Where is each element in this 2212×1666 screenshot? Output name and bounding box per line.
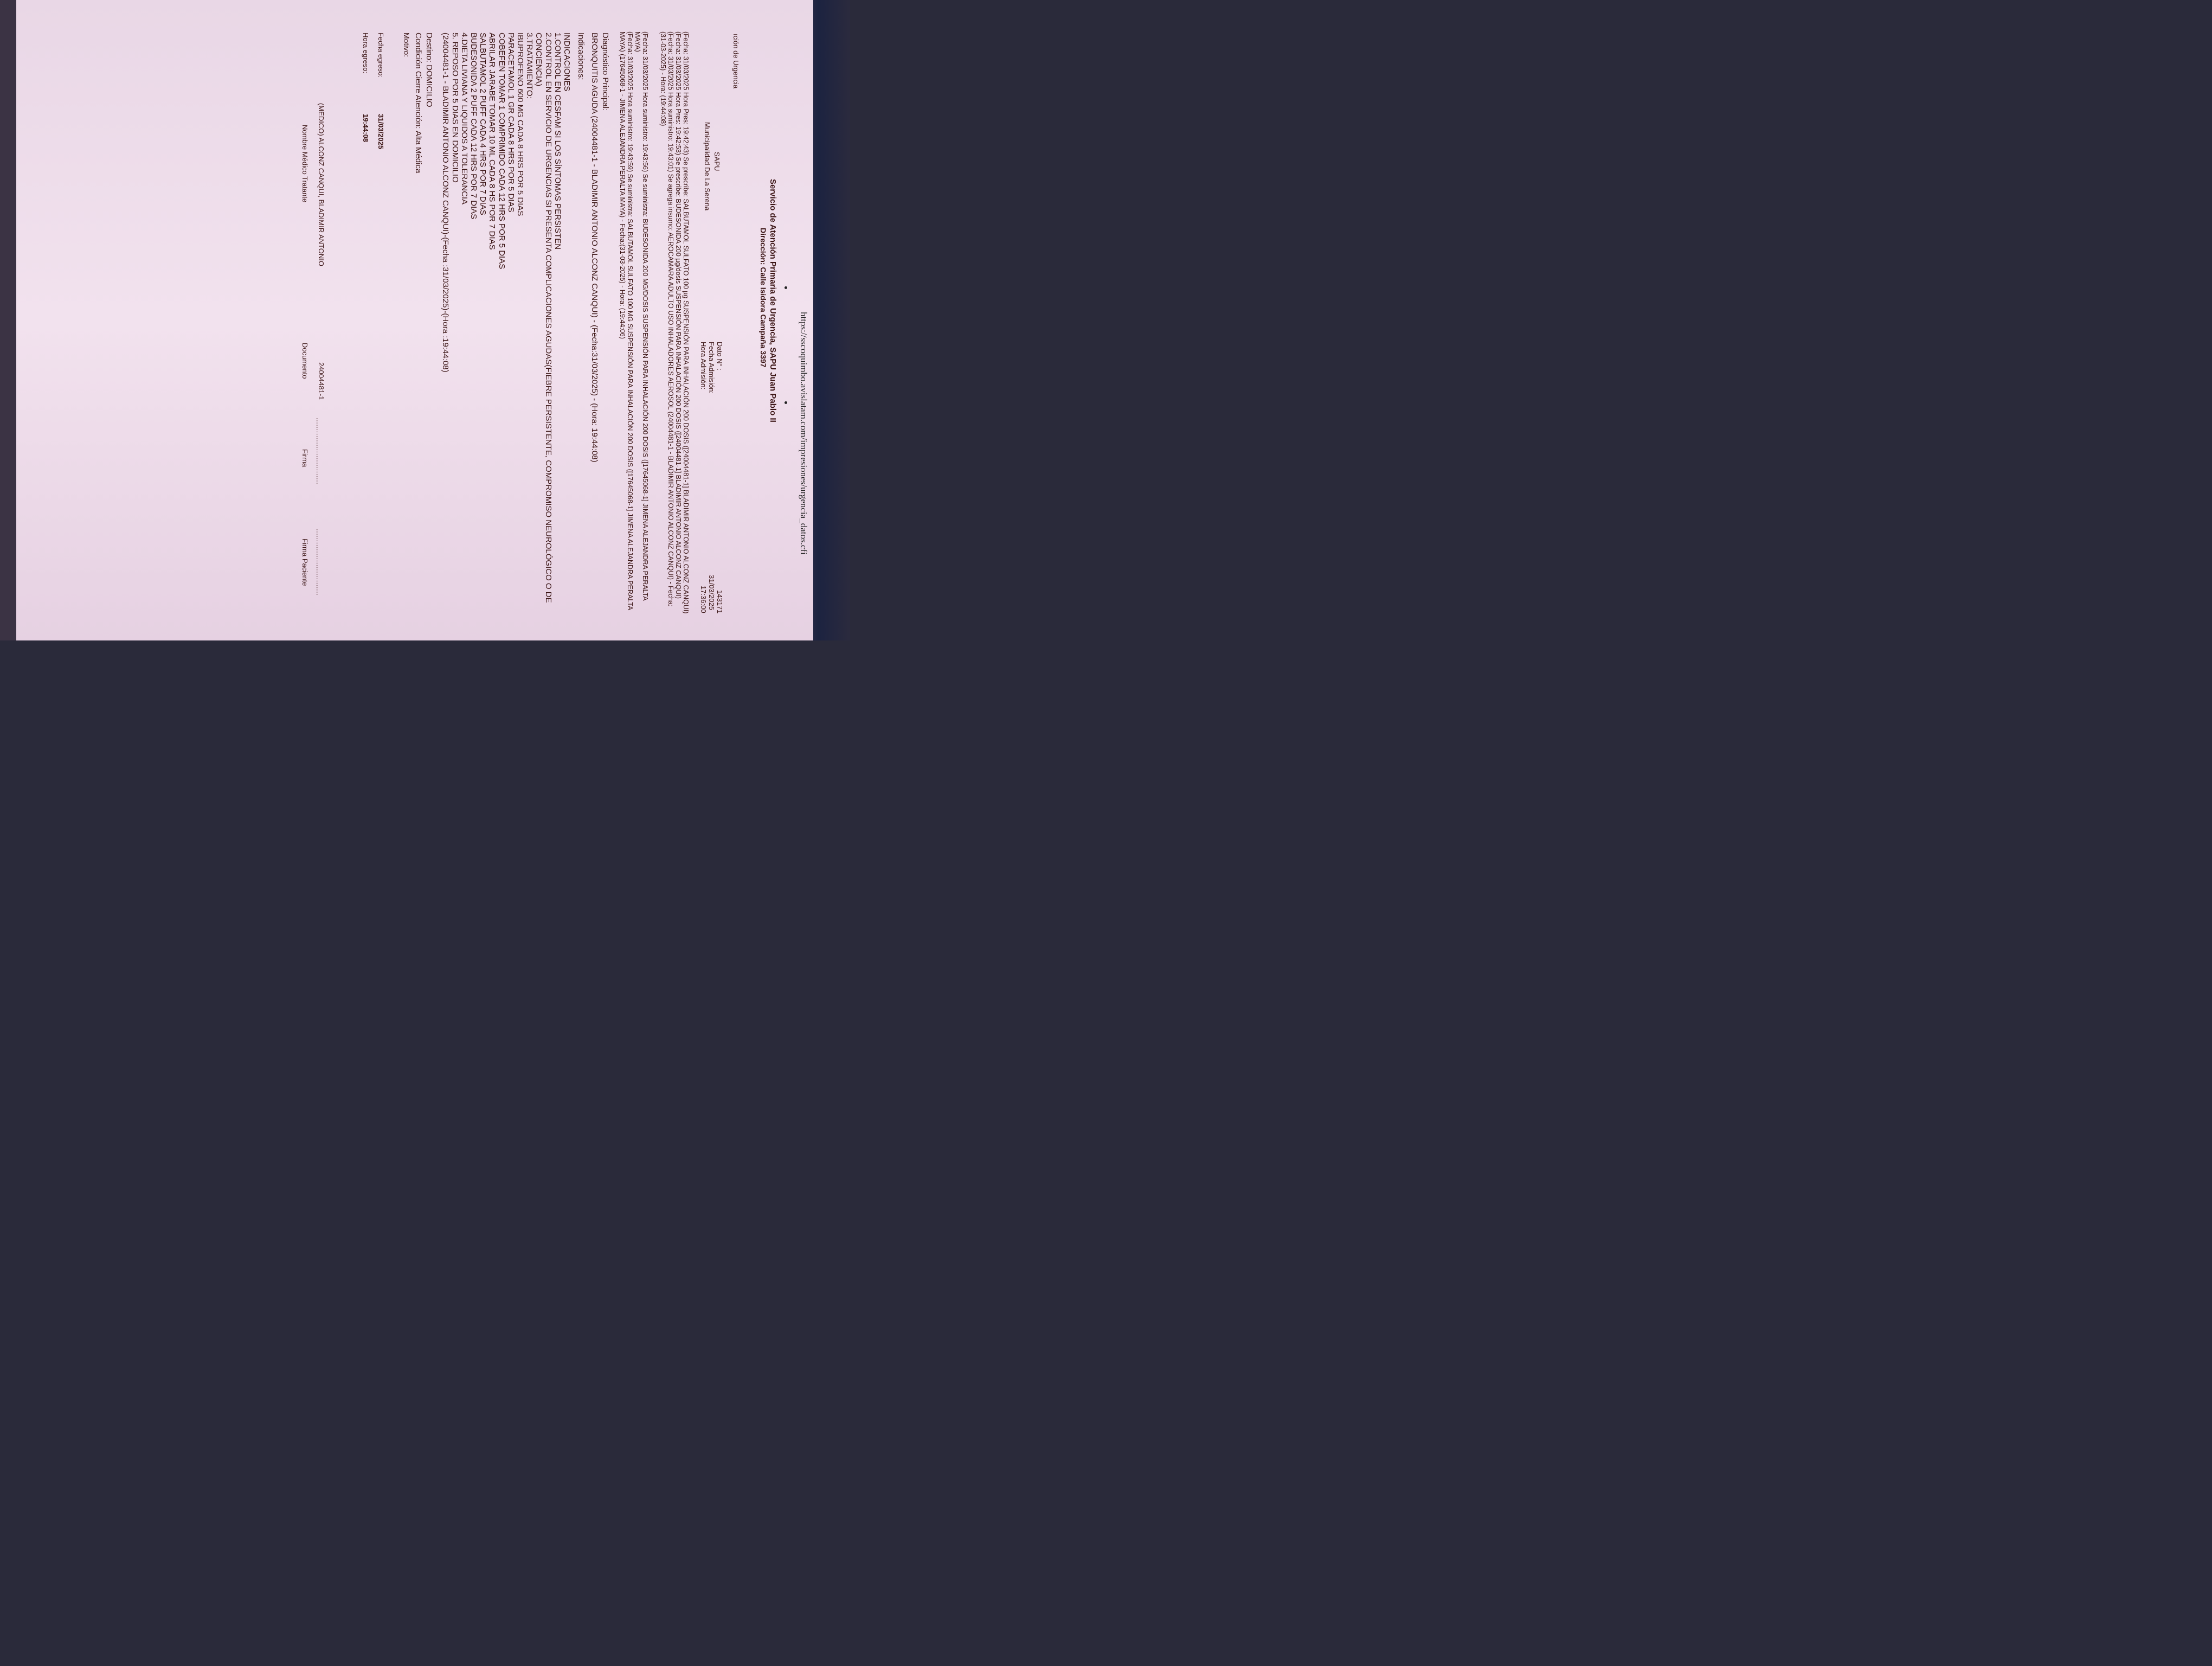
sapu-label: SAPU [713,152,721,171]
diagnosis-title: Diagnóstico Principal: [601,33,610,111]
indication-line: IBUPROFENO 600 MG CADA 8 HRS POR 5 DIAS [515,33,525,216]
indication-line: COBEFEN TOMAR 1 COMPRIMIDO CADA 12 HRS POR 5 DIAS [497,33,506,270]
dato-value: 143171 [716,590,724,614]
print-url: https://sscoquimbo.avislatam.com/impresiones/urgencia_datos.cfi [799,312,809,555]
service-address: Dirección: Calle Isidora Campaña 3397 [759,228,768,368]
service-title: Servicio de Atención Primaria de Urgencia, SAPU Juan Pablo II [768,179,777,422]
indications-list [441,33,571,629]
destino-text: Destino: DOMICILIO [425,33,434,107]
indication-line: 2.CONTROL EN SERVICIO DE URGENCIAS SI PRESENTA COMPLICACIONES AGUDAS(FIEBRE PERSISTENTE, COMPROMISO NEUROLÓGICO O DE CONCIENCIA) [534,33,553,603]
punch-dot [785,401,787,404]
attention-label: ıción de Urgencia [732,34,740,89]
hora-egreso-value: 19:44:08 [362,114,370,143]
indications-title: Indicaciones: [576,33,586,80]
indication-line: PARACETAMOL 1 GR CADA 8 HRS POR 5 DIAS [506,33,516,213]
hora-admision-value: 17:36:00 [699,586,708,613]
prescription-entry: (Fecha: 31/03/2025 Hora Pres: 19:42:43) Se prescribe: SALBUTAMOL SULFATO 100 µg SUSPENSIÓN PARA INHALACIÓN 200 DOSIS ([24004481-1] BLADIMIR ANTONIO ALCONZ CANQUI) [682,31,690,614]
indication-line: 3.TRATAMIENTO: [525,33,535,99]
indication-line: 4.DIETA LIVIANA Y LIQUIDOS A TOLERANCIA [459,33,469,205]
indication-line: ABRILAR JARABE TOMAR 10 ML CADA 8 HS POR 7 DIAS [487,33,497,250]
fecha-egreso-value: 31/03/2025 [377,114,385,150]
fecha-egreso-label: Fecha egreso: [377,33,385,78]
indication-line: 5. REPOSO POR 5 DIAS EN DOMICILIO [450,33,460,183]
prescription-entry: (Fecha: 31/03/2025 Hora suministro: 19:43:01) Se agrega insumo: AEROCAMARA ADULTO USO INHALADORES AEROSOL (24004481-1 - BLADIMIR ANTONIO ALCONZ CANQUI) - Fecha:(31-03-2025) - Hora: (19:44:08) [659,31,674,607]
indication-line: BUDESONIDA 2 PUFF CADA 12 HRS POR 7 DIAS [468,33,478,220]
indication-line: SALBUTAMOL 2 PUFF CADA 4 HRS POR 7 DIAS [478,33,488,215]
nombre-medico-label: Nombre Médico Tratante [301,125,309,203]
hora-egreso-label: Hora egreso: [362,33,370,74]
medico-document: 24004481-1 [317,362,325,400]
punch-dot [785,286,787,289]
supply-entry: (Fecha: 31/03/2025 Hora suministro: 19:43:56) Se suministra: BUDESONIDA 200 MG/DOSIS SUSPENSIÓN PARA INHALACIÓN 200 DOSIS ([17645068-1] JIMENA ALEJANDRA PERALTA MAYA) [634,31,649,601]
motivo-label: Motivo: [402,33,411,57]
documento-label: Documento [301,343,309,379]
prescription-entry: (Fecha: 31/03/2025 Hora Pres: 19:42:53) Se prescribe: BUDESONIDA 200 µg/dosis SUSPENSIÓN PARA INHALACIÓN 200 DOSIS ([24004481-1] BLADIMIR ANTONIO ALCONZ CANQUI) [674,31,682,599]
hora-admision-label: Hora Admisión: [699,342,708,390]
indication-line: 1.CONTROL EN CESFAM SI LOS SÍNTOMAS PERSISTEN [552,33,562,250]
patient-signature-line: .............................. [315,529,323,596]
photo-stage [0,0,850,640]
diagnosis-text: BRONQUITIS AGUDA (24004481-1 - BLADIMIR ANTONIO ALCONZ CANQUI) - (Fecha:31/03/2025) - (Hora: 19:44:08) [590,33,599,463]
firma-paciente-label: Firma Paciente [301,539,309,586]
document-page [16,0,813,640]
condicion-text: Condición Cierre Atención: Alta Médica [414,33,423,174]
supply-entry: (Fecha: 31/03/2025 Hora suministro: 19:43:59) Se suministra: SALBUTAMOL SULFATO 100 MG SUSPENSIÓN PARA INHALACIÓN 200 DOSIS ([17645068-1] JIMENA ALEJANDRA PERALTA MAYA) (17645068-1 - JIMENA ALEJANDRA PERALTA MAYA) - Fecha:(31-03-2025) - Hora: (19:44:06) [619,31,634,610]
indication-line: (24004481-1 - BLADIMIR ANTONIO ALCONZ CANQUI)-(Fecha :31/03/2025)-(Hora :19:44:08) [441,33,451,373]
signature-line: .............................. [315,418,323,485]
indication-line: INDICACIONES [562,33,571,92]
fecha-admision-value: 31/03/2025 [708,575,716,611]
fecha-admision-label: Fecha Admisión: [708,342,716,394]
municipality-label: Municipalidad De La Serena [703,122,711,211]
supply-block [619,31,649,617]
firma-label: Firma [301,449,309,467]
medico-name: (MEDICO) ALCONZ CANQUI, BLADIMIR ANTONIO [317,103,325,266]
prescription-block [659,31,690,617]
dato-label: Dato N° : [716,342,724,370]
